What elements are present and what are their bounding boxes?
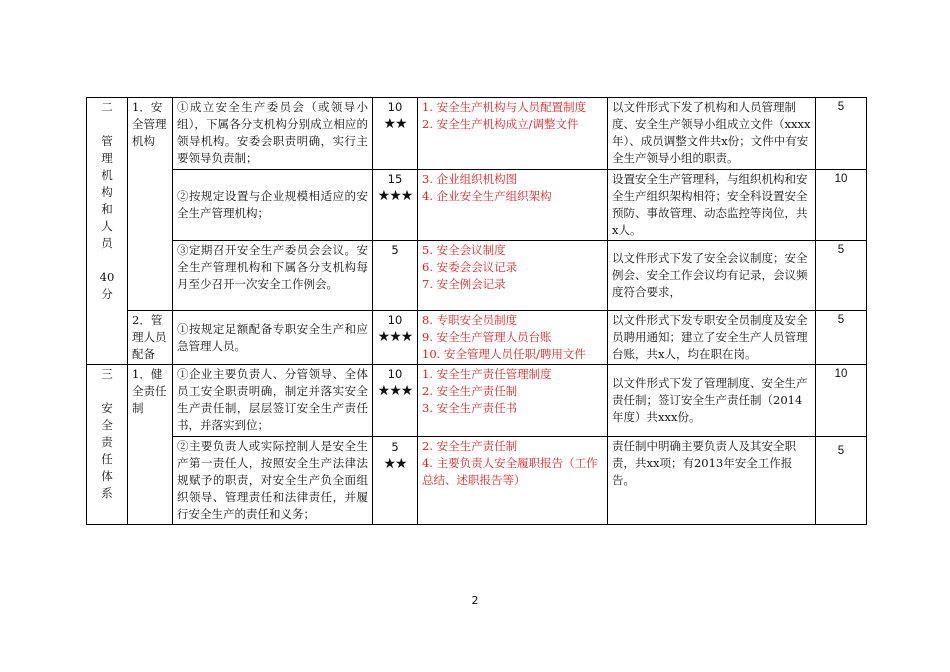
doc-item: 8. 专职安全员制度: [422, 313, 518, 327]
doc-item: 6. 安委会会议记录: [422, 260, 518, 274]
evidence-description: 设置安全生产管理科，与组织机构和安全生产组织架构相符；安全科设置安全预防、事故管理、动态监控等岗位，共x人。: [608, 170, 816, 241]
category-safety-responsibility: 三 安 全 责 任 体 系: [87, 365, 128, 525]
doc-item: 3. 企业组织机构图: [422, 172, 518, 186]
required-docs: [418, 437, 608, 525]
points: [373, 437, 418, 525]
points-value: 15: [387, 172, 403, 186]
table-row: [87, 98, 867, 170]
evidence-description: 责任制中明确主要负责人及其安全职责，共xx项；有2013年安全工作报告。: [608, 437, 816, 525]
points: [373, 241, 418, 311]
score: 10: [816, 365, 867, 437]
score: 5: [816, 241, 867, 311]
points: [373, 311, 418, 365]
score: 10: [816, 170, 867, 241]
stars-rating: ★★★: [377, 188, 413, 204]
requirement: ②按规定设置与企业规模相适应的安全生产管理机构；: [173, 170, 373, 241]
required-docs: [418, 170, 608, 241]
points: [373, 365, 418, 437]
doc-item: 5. 安全会议制度: [422, 243, 506, 257]
evidence-description: 以文件形式下发专职安全员制度及安全员聘用通知；建立了安全生产人员管理台账，共x人，均在职在岗。: [608, 311, 816, 365]
stars-rating: ★★: [383, 456, 407, 472]
points-value: 10: [387, 100, 403, 114]
required-docs: [418, 241, 608, 311]
doc-item: 7. 安全例会记录: [422, 277, 506, 291]
doc-item: 10. 安全管理人员任职/聘用文件: [422, 347, 586, 361]
doc-item: 1. 安全生产责任管理制度: [422, 367, 552, 381]
stars-rating: ★★: [383, 116, 407, 132]
subcategory-safety-org: 1．安全管理机构: [128, 98, 173, 311]
table-row: [87, 365, 867, 437]
score: 5: [816, 98, 867, 170]
points: [373, 98, 418, 170]
subcategory-staffing: 2．管理人员配备: [128, 311, 173, 365]
subcategory-responsibility-system: 1．健全责任制: [128, 365, 173, 525]
table-row: [87, 311, 867, 365]
score: 5: [816, 437, 867, 525]
stars-rating: ★★★: [377, 383, 413, 399]
category-management-org: 二 管 理 机 构 和 人 员 40 分: [87, 98, 128, 365]
points-value: 10: [387, 313, 403, 327]
required-docs: [418, 365, 608, 437]
required-docs: [418, 311, 608, 365]
table-row: [87, 170, 867, 241]
required-docs: [418, 98, 608, 170]
points-value: 5: [391, 243, 399, 257]
doc-item: 4. 企业安全生产组织架构: [422, 189, 552, 203]
requirement: ③定期召开安全生产委员会会议。安全生产管理机构和下属各分支机构每月至少召开一次安全工作例会。: [173, 241, 373, 311]
evidence-description: 以文件形式下发了机构和人员管理制度、安全生产领导小组成立文件（xxxx年）、成员调整文件共x份；文件中有安全生产领导小组的职责。: [608, 98, 816, 170]
doc-item: 2. 安全生产责任制: [422, 384, 518, 398]
requirement: ①企业主要负责人、分管领导、全体员工安全职责明确，制定并落实安全生产责任制，层层签订安全生产责任书，并落实到位；: [173, 365, 373, 437]
doc-item: 2. 安全生产机构成立/调整文件: [422, 117, 579, 131]
table-row: [87, 437, 867, 525]
requirement: ②主要负责人或实际控制人是安全生产第一责任人，按照安全生产法律法规赋予的职责，对安全生产负全面组织领导、管理责任和法律责任，并履行安全生产的责任和义务；: [173, 437, 373, 525]
page-number: 2: [471, 594, 479, 607]
doc-item: 2. 安全生产责任制: [422, 439, 518, 453]
assessment-table: [86, 97, 867, 525]
doc-item: 9. 安全生产管理人员台账: [422, 330, 552, 344]
requirement: ①成立安全生产委员会（或领导小组），下属各分支机构分别成立相应的领导机构。安委会职责明确，实行主要领导负责制；: [173, 98, 373, 170]
doc-item: 3. 安全生产责任书: [422, 401, 518, 415]
score: 5: [816, 311, 867, 365]
stars-rating: ★★★: [377, 329, 413, 345]
evidence-description: 以文件形式下发了管理制度、安全生产责任制；签订安全生产责任制（2014年度）共xxx份。: [608, 365, 816, 437]
evidence-description: 以文件形式下发了安全会议制度；安全例会、安全工作会议均有记录，会议频度符合要求，: [608, 241, 816, 311]
doc-item: 1. 安全生产机构与人员配置制度: [422, 100, 587, 114]
points: [373, 170, 418, 241]
requirement: ①按规定足额配备专职安全生产和应急管理人员。: [173, 311, 373, 365]
points-value: 5: [391, 440, 399, 454]
points-value: 10: [387, 367, 403, 381]
table-row: [87, 241, 867, 311]
doc-item: 4. 主要负责人安全履职报告（工作总结、述职报告等）: [422, 456, 598, 487]
